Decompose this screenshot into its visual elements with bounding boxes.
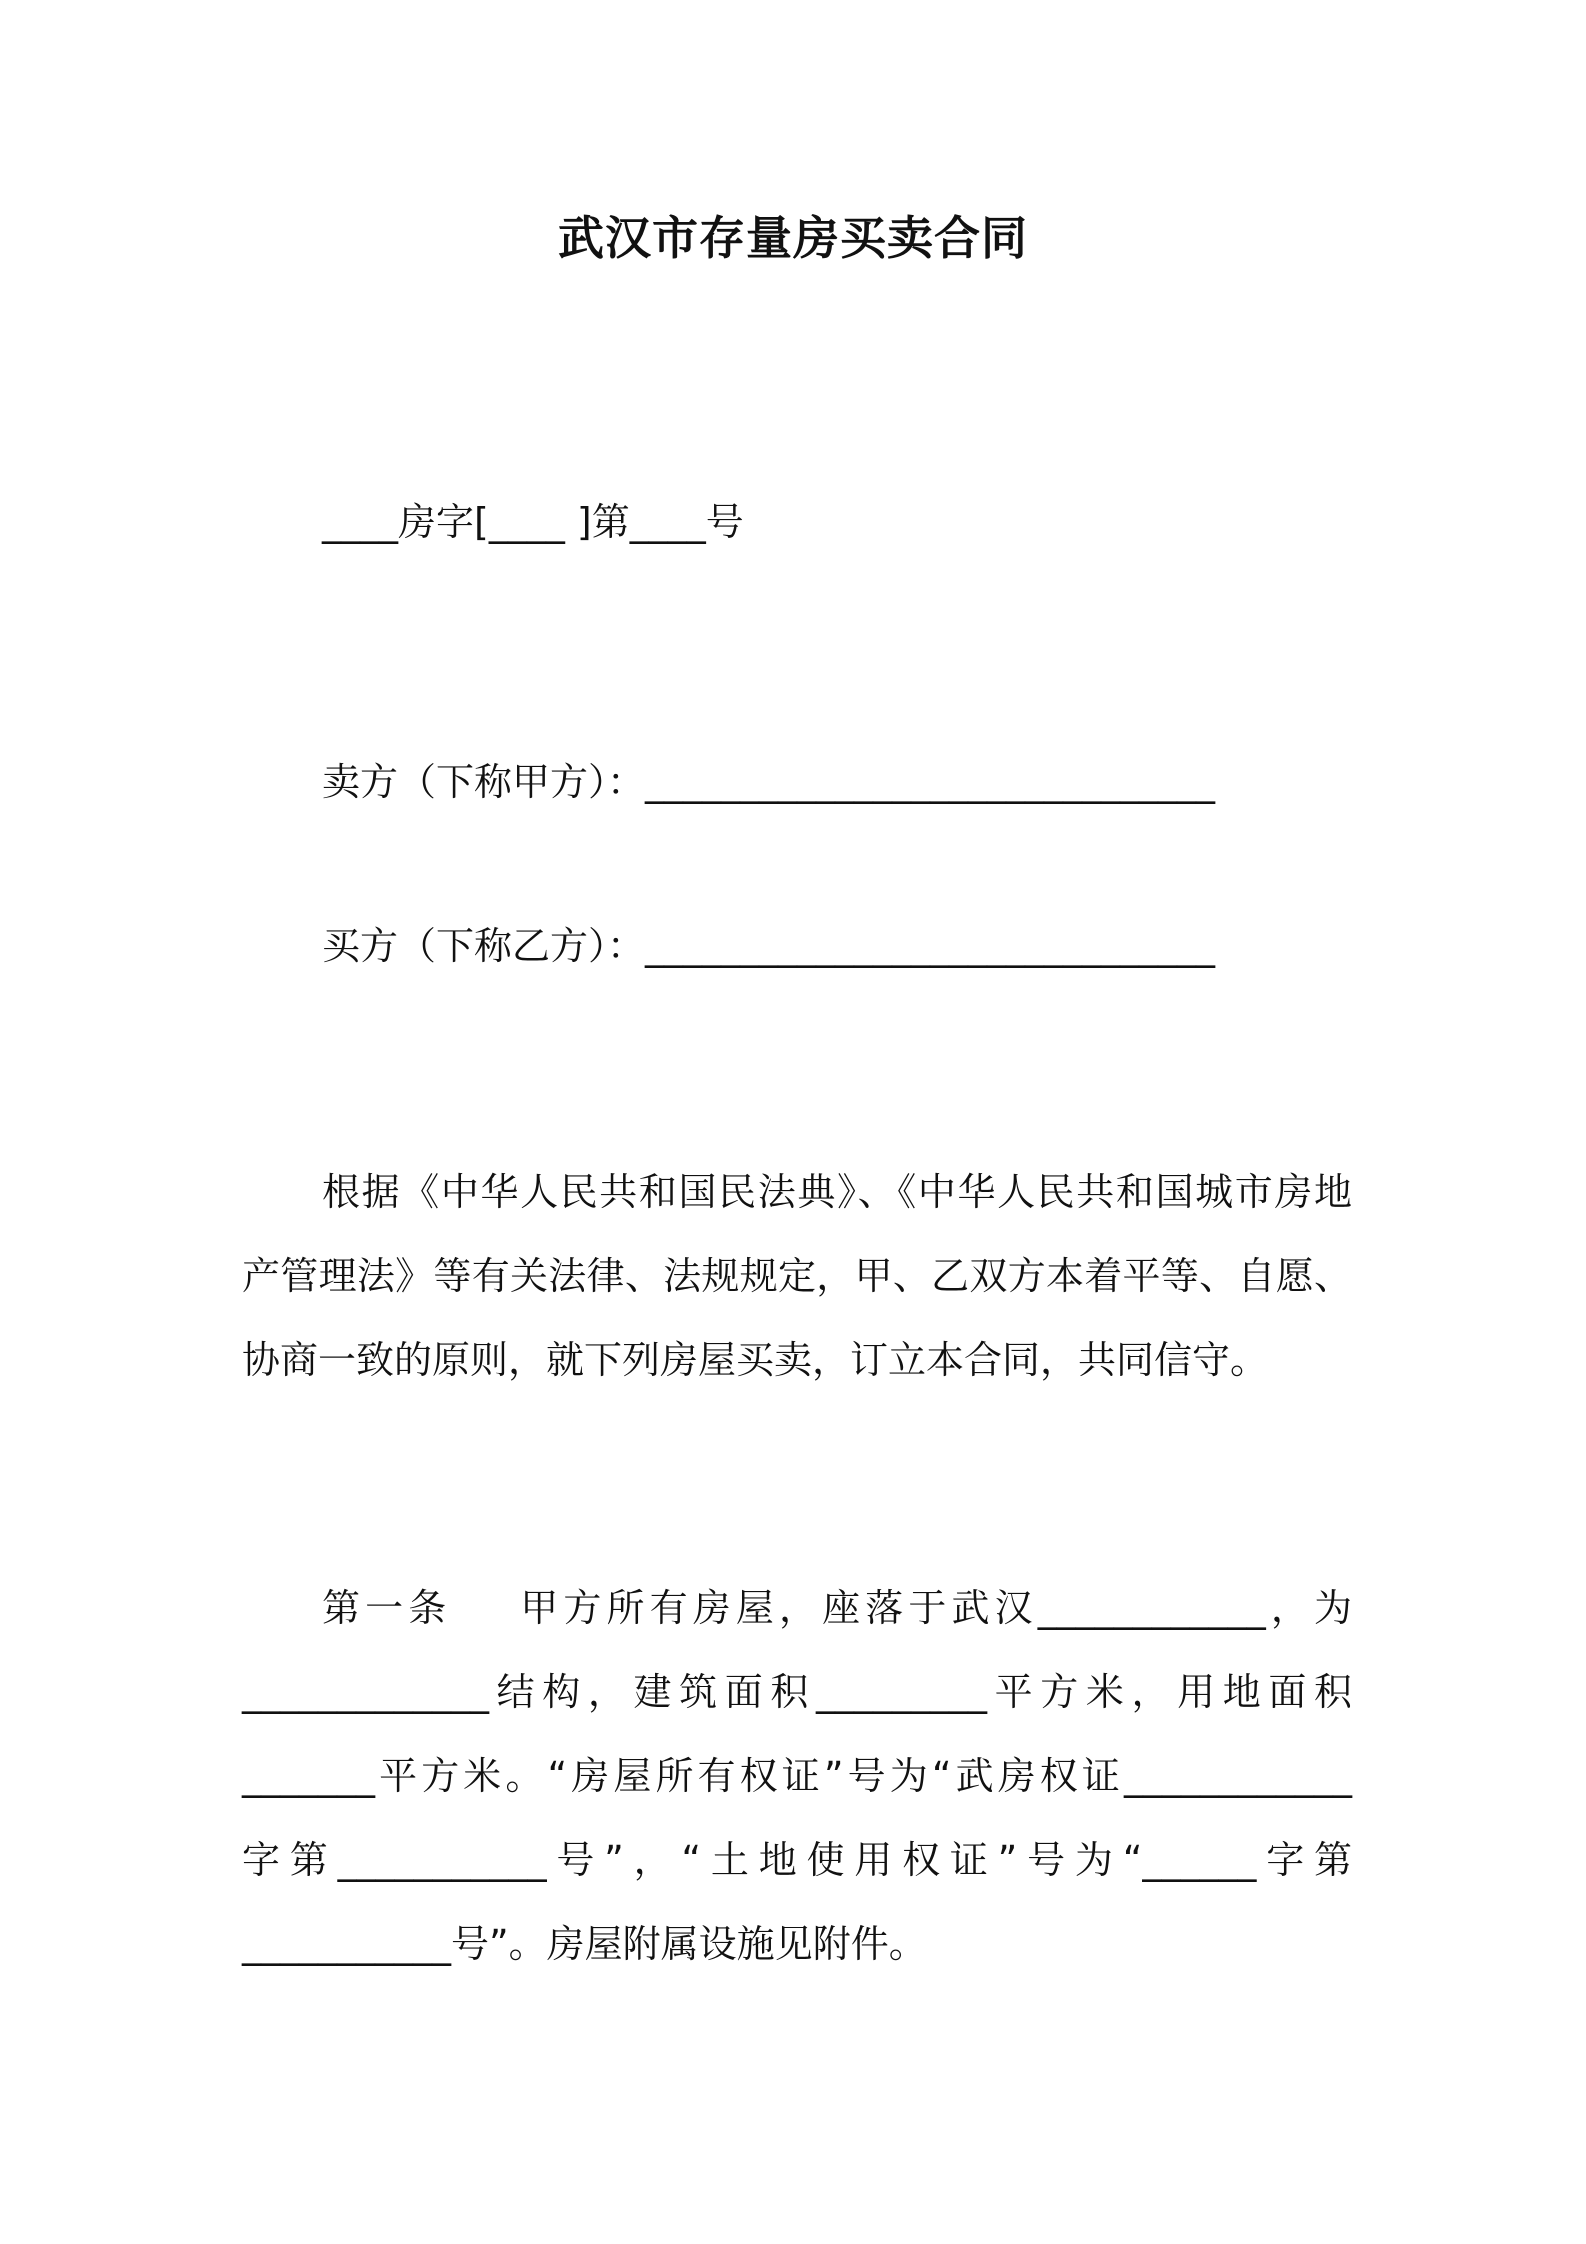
article-one-line: 字第___________号”，“土地使用权证”号为“______字第	[242, 1838, 1352, 1882]
article-one-line: _______平方米。“房屋所有权证”号为“武房权证____________	[242, 1754, 1352, 1798]
article-one-line: _____________结构，建筑面积_________平方米，用地面积	[242, 1670, 1352, 1714]
document-number-line: ____房字[____ ]第____号	[322, 500, 744, 544]
preamble-line: 协商一致的原则，就下列房屋买卖，订立本合同，共同信守。	[242, 1338, 1269, 1382]
seller-line: 卖方（下称甲方）：______________________________	[322, 760, 1216, 804]
page-title: 武汉市存量房买卖合同	[558, 211, 1028, 265]
preamble-paragraph	[242, 1150, 1352, 1402]
buyer-line: 买方（下称乙方）：______________________________	[322, 924, 1216, 968]
preamble-line: 根据《中华人民共和国民法典》、《中华人民共和国城市房地	[322, 1170, 1352, 1214]
article-one-paragraph	[242, 1566, 1352, 1986]
article-one-line: ___________号”。房屋附属设施见附件。	[242, 1922, 927, 1966]
preamble-line: 产管理法》等有关法律、法规规定，甲、乙双方本着平等、自愿、	[242, 1254, 1352, 1298]
article-one-line: 第一条 甲方所有房屋，座落于武汉____________，为	[322, 1586, 1352, 1630]
